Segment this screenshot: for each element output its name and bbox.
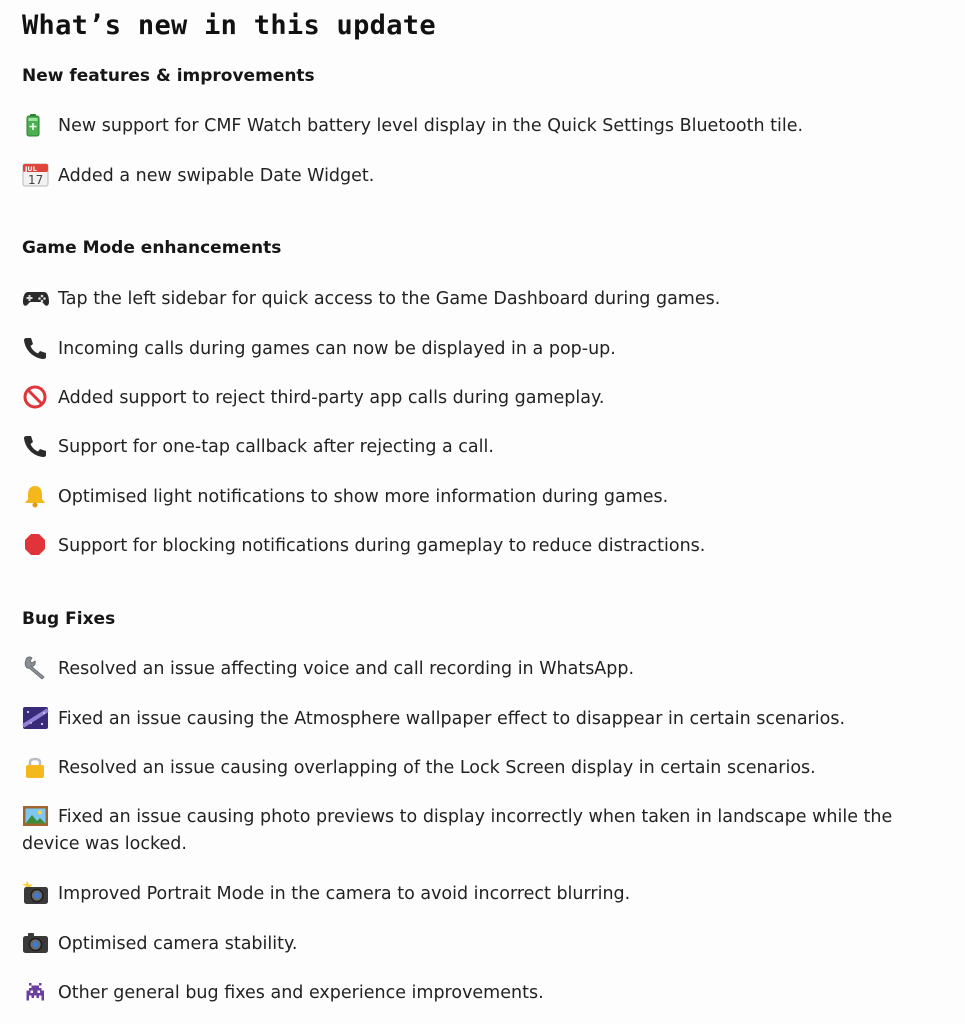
framed-picture-icon	[22, 804, 50, 826]
item-text: Resolved an issue affecting voice and call recording in WhatsApp.	[58, 659, 635, 679]
space-invader-icon	[22, 980, 50, 1002]
calendar-day-text: 17	[28, 173, 44, 187]
section-heading-new-features: New features & improvements	[22, 66, 315, 86]
list-item	[22, 881, 922, 908]
item-text: Support for one-tap callback after rejecting a call.	[58, 437, 494, 457]
list-item	[22, 113, 922, 140]
stop-sign-icon	[22, 533, 50, 555]
section-heading-game-mode: Game Mode enhancements	[22, 238, 282, 258]
calendar-icon	[22, 163, 50, 185]
list-item	[22, 484, 922, 511]
item-text: Fixed an issue causing photo previews to display incorrectly when taken in landscape while the device was locked.	[22, 807, 893, 854]
list-item	[22, 804, 922, 858]
list-item	[22, 434, 922, 461]
list-item	[22, 931, 922, 958]
list-item	[22, 656, 922, 683]
item-text: Support for blocking notifications during gameplay to reduce distractions.	[58, 536, 706, 556]
game-controller-icon	[22, 286, 50, 308]
item-text: New support for CMF Watch battery level display in the Quick Settings Bluetooth tile.	[58, 116, 804, 136]
item-text: Improved Portrait Mode in the camera to avoid incorrect blurring.	[58, 884, 631, 904]
camera-flash-icon	[22, 881, 50, 903]
phone-icon	[22, 336, 50, 358]
item-text: Optimised camera stability.	[58, 934, 298, 954]
battery-icon	[22, 113, 50, 135]
bell-icon	[22, 484, 50, 506]
list-item	[22, 163, 922, 190]
phone-icon	[22, 434, 50, 456]
camera-icon	[22, 931, 50, 953]
item-text: Other general bug fixes and experience improvements.	[58, 983, 544, 1003]
list-item	[22, 706, 922, 733]
item-text: Tap the left sidebar for quick access to the Game Dashboard during games.	[58, 289, 721, 309]
item-text: Optimised light notifications to show more information during games.	[58, 487, 669, 507]
item-text: Fixed an issue causing the Atmosphere wallpaper effect to disappear in certain scenarios.	[58, 709, 846, 729]
wrench-icon	[22, 656, 50, 678]
list-item	[22, 336, 922, 363]
item-text: Added a new swipable Date Widget.	[58, 166, 375, 186]
lock-icon	[22, 755, 50, 777]
milky-way-icon	[22, 706, 50, 728]
list-item	[22, 980, 922, 1007]
list-item	[22, 286, 922, 313]
section-heading-bug-fixes: Bug Fixes	[22, 609, 116, 629]
calendar-month-text: JUL	[25, 165, 37, 173]
item-text: Added support to reject third-party app calls during gameplay.	[58, 388, 605, 408]
item-text: Incoming calls during games can now be displayed in a pop-up.	[58, 339, 616, 359]
page-title: What’s new in this update	[22, 10, 436, 41]
list-item	[22, 533, 922, 560]
list-item	[22, 755, 922, 782]
list-item	[22, 385, 922, 412]
prohibited-icon	[22, 385, 50, 407]
item-text: Resolved an issue causing overlapping of the Lock Screen display in certain scenarios.	[58, 758, 816, 778]
